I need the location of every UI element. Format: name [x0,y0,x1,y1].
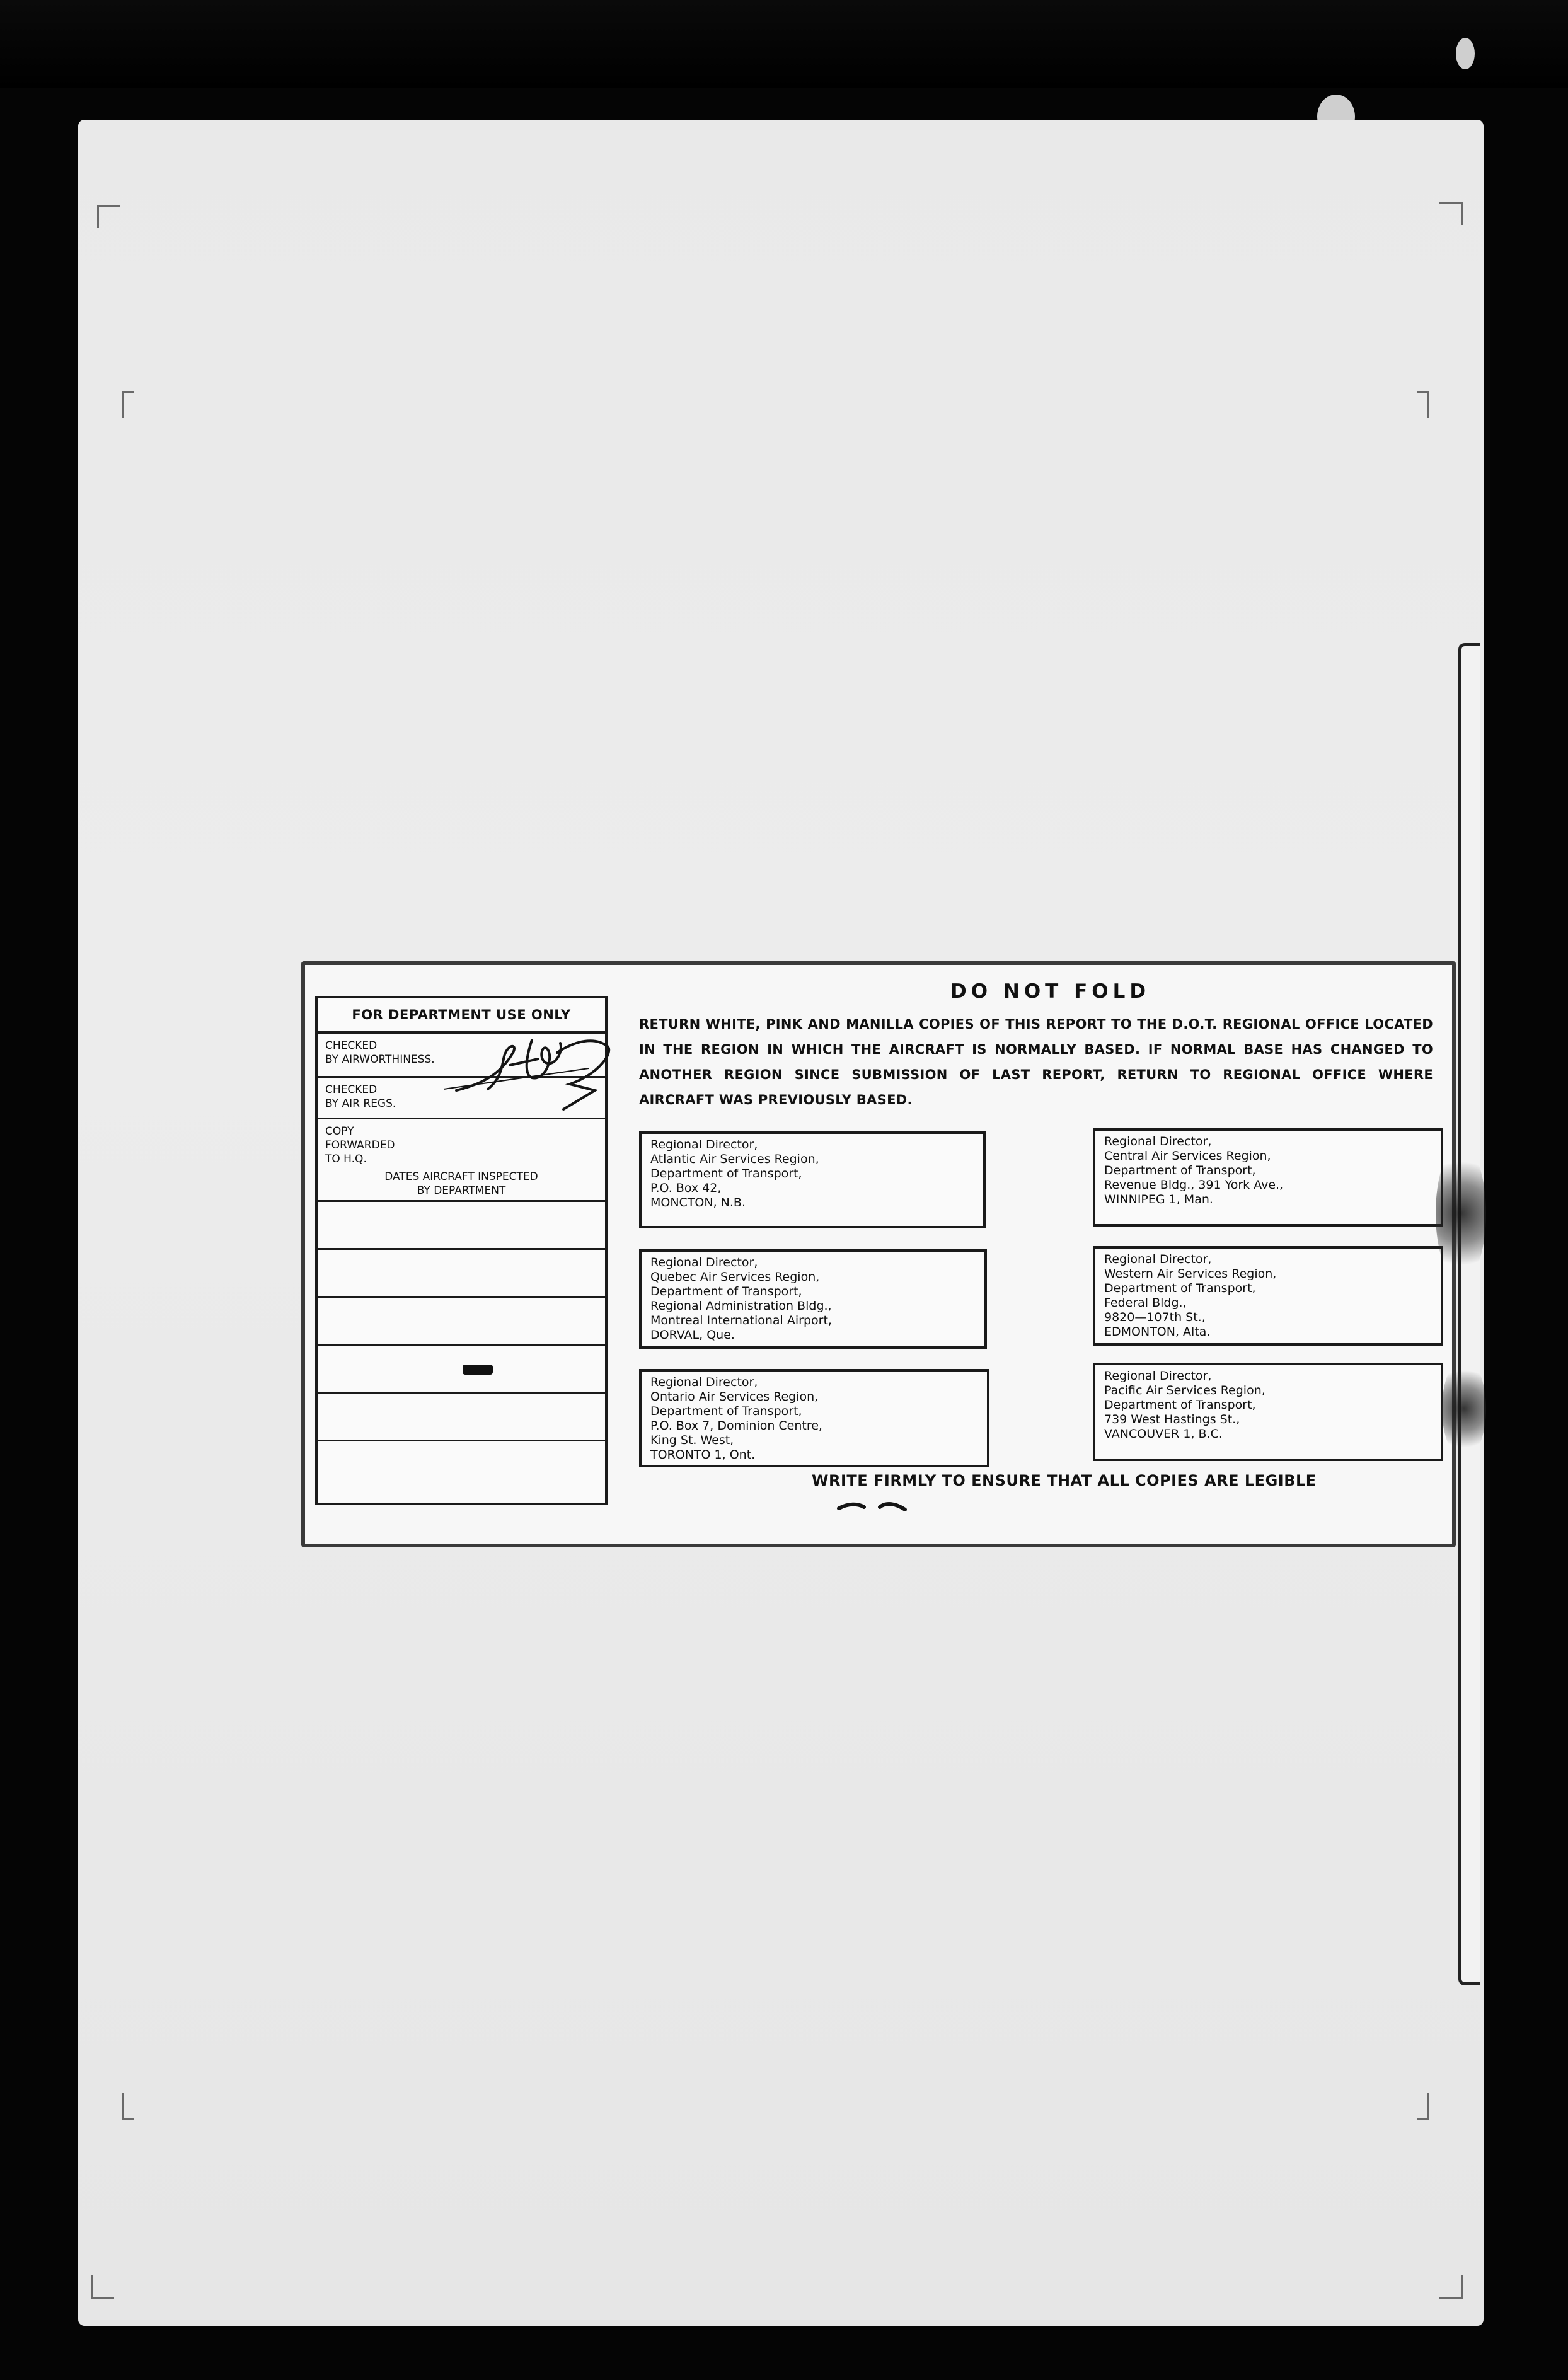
ink-blot-icon [463,1365,493,1375]
address-line: WINNIPEG 1, Man. [1104,1193,1213,1206]
do-not-fold-heading: DO NOT FOLD [950,980,1151,1003]
date-row [318,1250,605,1298]
address-line: Regional Director, [1104,1252,1212,1266]
legibility-notice: WRITE FIRMLY TO ENSURE THAT ALL COPIES ARE LEGIBLE [812,1472,1317,1489]
address-line: Department of Transport, [650,1285,802,1298]
address-line: VANCOUVER 1, B.C. [1104,1427,1223,1441]
address-line: TORONTO 1, Ont. [650,1448,756,1462]
department-use-title: FOR DEPARTMENT USE ONLY [318,998,605,1034]
date-row [318,1346,605,1394]
crop-mark-left-upper [122,391,134,418]
address-line: P.O. Box 7, Dominion Centre, [650,1419,822,1433]
copy-forwarded-row [318,1119,605,1167]
checked-air-regs-row [318,1078,605,1119]
address-line: Ontario Air Services Region, [650,1390,819,1404]
checked-airworthiness-row [318,1034,605,1078]
address-central [1093,1128,1443,1227]
address-pacific [1093,1363,1443,1461]
address-line: Montreal International Airport, [650,1314,832,1327]
address-western [1093,1246,1443,1346]
address-line: Central Air Services Region, [1104,1149,1271,1163]
address-line: Regional Director, [650,1375,758,1389]
address-line: Regional Director, [1104,1369,1212,1383]
crop-mark-bottom-left [91,2275,114,2299]
checked-air-regs-label: CHECKED BY AIR REGS. [325,1083,396,1110]
address-line: P.O. Box 42, [650,1181,722,1195]
paper-edge-strip [1458,643,1480,1985]
address-line: Regional Director, [1104,1135,1212,1148]
date-row [318,1441,605,1488]
crop-mark-right-lower [1417,2093,1429,2120]
checked-airworthiness-label: CHECKED BY AIRWORTHINESS. [325,1039,435,1066]
copy-forwarded-label: COPY FORWARDED TO H.Q. [325,1125,395,1165]
address-line: King St. West, [650,1433,734,1447]
address-line: Pacific Air Services Region, [1104,1384,1265,1397]
department-use-box [315,996,608,1505]
address-line: MONCTON, N.B. [650,1196,746,1210]
dates-inspected-heading: DATES AIRCRAFT INSPECTED BY DEPARTMENT [318,1167,605,1202]
crop-mark-left-lower [122,2093,134,2120]
crop-mark-bottom-right [1439,2275,1463,2299]
ink-mark-icon [836,1496,911,1521]
address-atlantic [639,1131,986,1228]
crop-mark-top-left [97,205,120,228]
address-line: Federal Bldg., [1104,1296,1187,1310]
address-line: EDMONTON, Alta. [1104,1325,1211,1339]
ink-smudge [1436,1144,1486,1283]
date-row [318,1298,605,1346]
report-card [301,961,1456,1547]
address-line: Department of Transport, [1104,1164,1256,1177]
address-line: Regional Director, [650,1256,758,1269]
return-instructions: RETURN WHITE, PINK AND MANILLA COPIES OF THIS REPORT TO THE D.O.T. REGIONAL OFFICE LOCATED IN THE REGION IN WHICH THE AIRCRAFT IS NORMALLY BASED. IF NORMAL BASE HAS CHANGED TO ANOTHER REGION SINCE SUBMISSION OF LAST REPORT, RETURN TO REGIONAL OFFICE WHERE AIRCRAFT WAS PREVIOUSLY BASED. [639,1017,1433,1107]
crop-mark-right-upper [1417,391,1429,418]
film-speck [1456,38,1475,69]
address-line: Quebec Air Services Region, [650,1270,820,1284]
film-border-top [0,0,1568,88]
address-line: Atlantic Air Services Region, [650,1152,819,1166]
address-line: Department of Transport, [1104,1398,1256,1412]
address-line: Regional Administration Bldg., [650,1299,832,1313]
address-line: Western Air Services Region, [1104,1267,1277,1281]
address-line: Regional Director, [650,1138,758,1152]
address-line: DORVAL, Que. [650,1328,735,1342]
ink-smudge [1442,1358,1486,1459]
date-row [318,1202,605,1250]
crop-mark-top-right [1439,202,1463,225]
address-line: Department of Transport, [650,1167,802,1181]
date-row [318,1394,605,1441]
address-line: Department of Transport, [650,1404,802,1418]
address-ontario [639,1369,989,1467]
address-line: 9820—107th St., [1104,1310,1206,1324]
address-quebec [639,1249,987,1349]
address-line: Department of Transport, [1104,1281,1256,1295]
address-line: Revenue Bldg., 391 York Ave., [1104,1178,1284,1192]
address-line: 739 West Hastings St., [1104,1412,1240,1426]
